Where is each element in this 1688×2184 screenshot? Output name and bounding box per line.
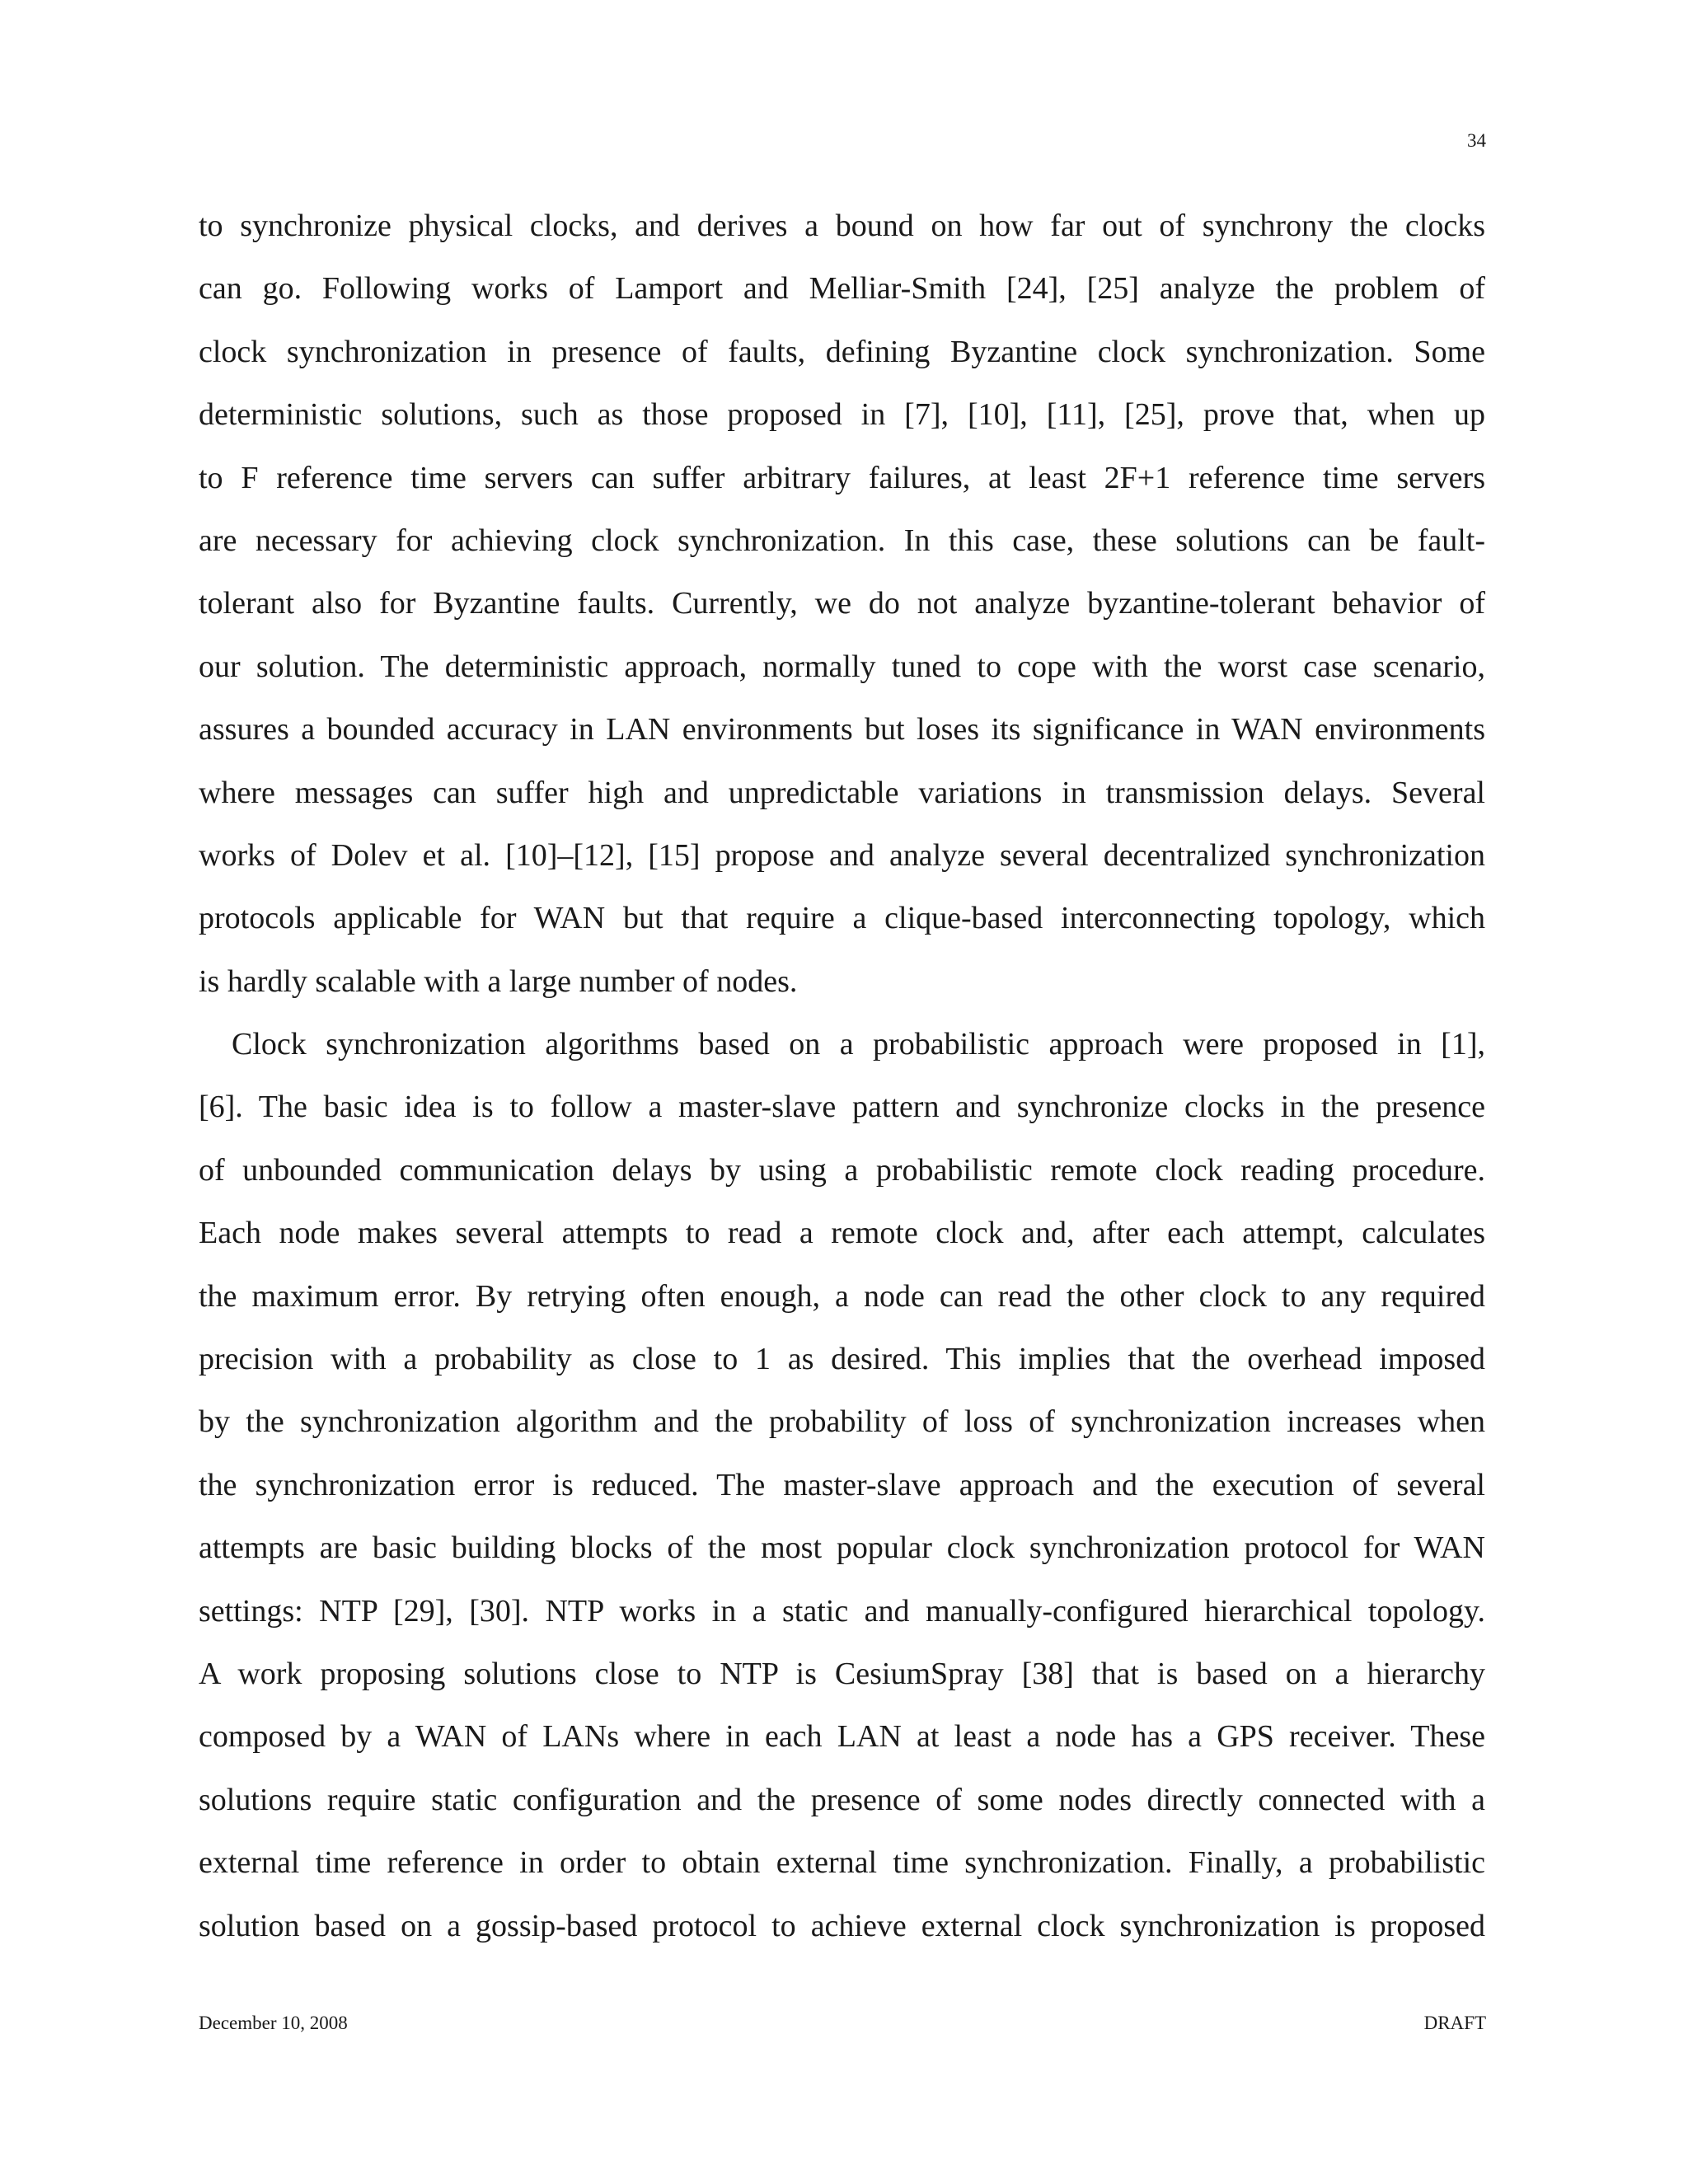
- text-line: of unbounded communication delays by using a probabilistic remote clock reading procedure.: [199, 1152, 1485, 1188]
- text-line: is hardly scalable with a large number of nodes.: [199, 963, 798, 999]
- text-line: where messages can suffer high and unpredictable variations in transmission delays. Several: [199, 775, 1485, 810]
- text-line: by the synchronization algorithm and the probability of loss of synchronization increases when: [199, 1404, 1485, 1440]
- text-line: to F reference time servers can suffer arbitrary failures, at least 2F+1 reference time servers: [199, 460, 1485, 495]
- text-line: deterministic solutions, such as those proposed in [7], [10], [11], [25], prove that, when up: [199, 397, 1485, 433]
- text-line: external time reference in order to obtain external time synchronization. Finally, a probabilistic: [199, 1845, 1485, 1881]
- text-line: Each node makes several attempts to read a remote clock and, after each attempt, calculates: [199, 1216, 1485, 1251]
- text-line: can go. Following works of Lamport and Melliar-Smith [24], [25] analyze the problem of: [199, 271, 1485, 307]
- text-line: A work proposing solutions close to NTP is CesiumSpray [38] that is based on a hierarchy: [199, 1656, 1485, 1691]
- body-text: [199, 194, 1485, 1957]
- text-line: tolerant also for Byzantine faults. Currently, we do not analyze byzantine-tolerant behavior of: [199, 586, 1485, 621]
- text-line: the maximum error. By retrying often enough, a node can read the other clock to any required: [199, 1278, 1485, 1314]
- text-line: works of Dolev et al. [10]–[12], [15] propose and analyze several decentralized synchronization: [199, 837, 1485, 873]
- text-line: assures a bounded accuracy in LAN environments but loses its significance in WAN environments: [199, 712, 1485, 748]
- text-line: [6]. The basic idea is to follow a master-slave pattern and synchronize clocks in the presence: [199, 1090, 1485, 1125]
- text-line: Clock synchronization algorithms based on a probabilistic approach were proposed in [1],: [232, 1027, 1485, 1062]
- text-line: solutions require static configuration and the presence of some nodes directly connected with a: [199, 1782, 1485, 1817]
- footer-draft-label: DRAFT: [1423, 2013, 1486, 2033]
- text-line: clock synchronization in presence of faults, defining Byzantine clock synchronization. Some: [199, 334, 1485, 369]
- footer-date: December 10, 2008: [199, 2013, 348, 2033]
- page-number: 34: [1467, 130, 1486, 151]
- text-line: to synchronize physical clocks, and derives a bound on how far out of synchrony the clocks: [199, 209, 1485, 243]
- text-line: settings: NTP [29], [30]. NTP works in a static and manually-configured hierarchical topology.: [199, 1593, 1485, 1629]
- text-line: precision with a probability as close to 1 as desired. This implies that the overhead imposed: [199, 1342, 1485, 1377]
- text-line: protocols applicable for WAN but that require a clique-based interconnecting topology, which: [199, 901, 1485, 936]
- text-line: composed by a WAN of LANs where in each LAN at least a node has a GPS receiver. These: [199, 1719, 1485, 1755]
- text-line: attempts are basic building blocks of the most popular clock synchronization protocol for WAN: [199, 1530, 1485, 1566]
- text-line: the synchronization error is reduced. The master-slave approach and the execution of several: [199, 1467, 1485, 1502]
- text-line: are necessary for achieving clock synchronization. In this case, these solutions can be fault-: [199, 523, 1485, 558]
- text-line: solution based on a gossip-based protocol to achieve external clock synchronization is proposed: [199, 1908, 1485, 1943]
- text-line: our solution. The deterministic approach, normally tuned to cope with the worst case scenario,: [199, 649, 1485, 684]
